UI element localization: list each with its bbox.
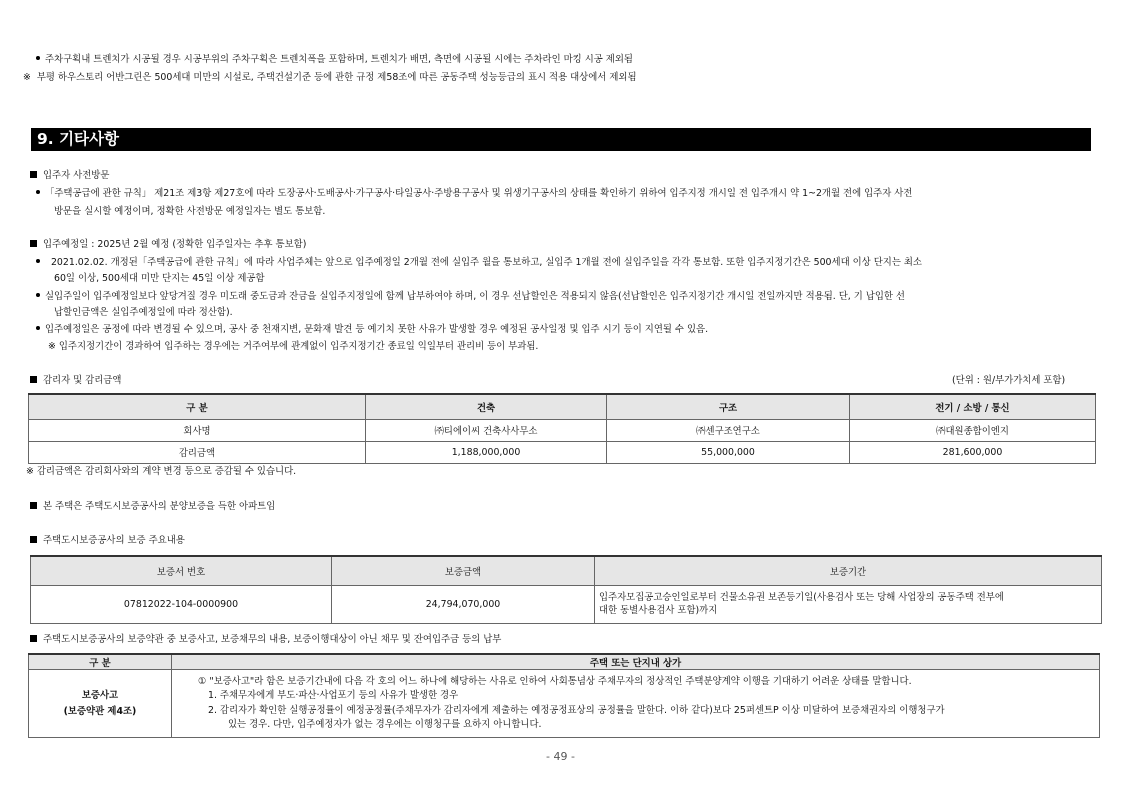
table-cell: 감리금액 bbox=[29, 441, 366, 463]
header-cell: 건축 bbox=[366, 394, 607, 419]
row-label-1: 보증사고 bbox=[81, 689, 119, 701]
table-cell: 24,794,070,000 bbox=[332, 585, 595, 623]
content-line-2: 1. 주채무자에게 부도·파산·사업포기 등의 사유가 발생한 경우 bbox=[208, 690, 459, 701]
guarantee-heading bbox=[30, 534, 185, 548]
table-cell: 회사명 bbox=[29, 419, 366, 441]
header-cell: 보증서 번호 bbox=[31, 556, 332, 585]
table-cell: ㈜센구조연구소 bbox=[607, 419, 850, 441]
table-cell: 281,600,000 bbox=[850, 441, 1096, 463]
move-in-heading-text: 입주예정일 : 2025년 2월 예정 (정확한 입주일자는 추후 통보함) bbox=[43, 239, 307, 250]
square-bullet-icon bbox=[30, 376, 37, 383]
square-bullet-icon bbox=[30, 171, 37, 178]
table-cell: 1,188,000,000 bbox=[366, 441, 607, 463]
content-line-4: 있는 경우. 다만, 입주예정자가 없는 경우에는 이행청구를 요하지 아니합니다. bbox=[228, 719, 542, 730]
square-bullet-icon bbox=[30, 240, 37, 247]
table-cell: 55,000,000 bbox=[607, 441, 850, 463]
header-cell: 전기 / 소방 / 통신 bbox=[850, 394, 1096, 419]
header-cell: 구조 bbox=[607, 394, 850, 419]
header-cell: 구 분 bbox=[29, 394, 366, 419]
table-cell: ㈜티에이씨 건축사사무소 bbox=[366, 419, 607, 441]
guarantee-table bbox=[30, 555, 1102, 624]
move-in-bullet-2 bbox=[36, 290, 905, 304]
guarantee-statement-text: 본 주택은 주택도시보증공사의 분양보증을 득한 아파트임 bbox=[43, 501, 276, 512]
table-row bbox=[29, 441, 1096, 463]
bullet-icon bbox=[36, 190, 40, 194]
header-cell: 구 분 bbox=[29, 654, 172, 670]
pre-visit-heading bbox=[30, 169, 109, 183]
top-note-1 bbox=[36, 53, 633, 67]
pre-visit-text-2: 방문을 실시할 예정이며, 정확한 사전방문 예정일자는 별도 통보함. bbox=[54, 206, 326, 217]
move-in-b2-l1: 실입주일이 입주예정일보다 앞당겨질 경우 미도래 중도금과 잔금을 실입주지정일에 함께 납부하여야 하며, 이 경우 선납할인은 적용되지 않음(선납할인은 입주지정기간 개시일 전일까지만 적용됨. 단, 기 납입한 선 bbox=[45, 291, 905, 302]
section-title: 9. 기타사항 bbox=[31, 128, 1091, 151]
content-line-3: 2. 감리자가 확인한 실행공정률이 예정공정률(주채무자가 감리자에게 제출하는 예정공정표상의 공정률을 말한다. 이하 같다)보다 25퍼센트P 이상 미달하여 보증채권자의 이행청구가 bbox=[208, 704, 945, 716]
exclusions-heading-text: 주택도시보증공사의 보증약관 중 보증사고, 보증채무의 내용, 보증이행대상이 아닌 채무 및 잔여입주금 등의 납부 bbox=[43, 634, 502, 645]
table-header-row bbox=[29, 394, 1096, 419]
top-note-2-text: 부평 하우스토리 어반그린은 500세대 미만의 시설로, 주택건설기준 등에 관한 규정 제58조에 따른 공동주택 성능등급의 표시 적용 대상에서 제외됨 bbox=[36, 72, 637, 83]
supervisor-unit: (단위 : 원/부가가치세 포함) bbox=[952, 375, 1066, 386]
period-line-1: 입주자모집공고승인일로부터 건물소유권 보존등기일(사용검사 또는 당해 사업장의 공동주택 전부에 bbox=[599, 592, 1004, 603]
supervisor-table bbox=[28, 393, 1096, 464]
bullet-icon bbox=[36, 293, 40, 297]
table-cell: 07812022-104-0000900 bbox=[31, 585, 332, 623]
square-bullet-icon bbox=[30, 502, 37, 509]
content-cell bbox=[172, 670, 1100, 738]
header-cell: 보증기간 bbox=[595, 556, 1102, 585]
bullet-icon bbox=[36, 326, 40, 330]
supervisor-heading-text: 감리자 및 감리금액 bbox=[43, 375, 122, 386]
table-row bbox=[29, 670, 1100, 738]
supervisor-heading bbox=[30, 374, 121, 388]
table-row bbox=[29, 419, 1096, 441]
table-header-row bbox=[29, 654, 1100, 670]
table-cell-period bbox=[595, 585, 1102, 623]
move-in-heading bbox=[30, 238, 306, 252]
square-bullet-icon bbox=[30, 635, 37, 642]
square-bullet-icon bbox=[30, 536, 37, 543]
move-in-b3: 입주예정일은 공정에 따라 변경될 수 있으며, 공사 중 천재지변, 문화재 발견 등 예기치 못한 사유가 발생할 경우 예정된 공사일정 및 입주 시기 등이 지연될 수 있음. bbox=[45, 324, 709, 335]
guarantee-statement bbox=[30, 500, 275, 514]
page-number: - 49 - bbox=[546, 750, 575, 763]
move-in-bullet-3 bbox=[36, 323, 708, 337]
move-in-b1-l2: 60일 이상, 500세대 미만 단지는 45일 이상 제공함 bbox=[54, 273, 265, 284]
move-in-b1-l1: 2021.02.02. 개정된「주택공급에 관한 규칙」에 따라 사업주체는 앞으로 입주예정일 2개월 전에 실입주 월을 통보하고, 실입주 1개월 전에 실입주일을 각각 통보함. 또한 입주지정기간은 500세대 이상 단지는 최소 bbox=[50, 257, 922, 268]
header-cell: 보증금액 bbox=[332, 556, 595, 585]
guarantee-heading-text: 주택도시보증공사의 보증 주요내용 bbox=[43, 535, 185, 546]
table-cell: ㈜대원종합이엔지 bbox=[850, 419, 1096, 441]
exclusions-heading bbox=[30, 633, 501, 647]
pre-visit-text-1-content: 「주택공급에 관한 규칙」 제21조 제3항 제27호에 따라 도장공사·도배공사·가구공사·타일공사·주방용구공사 및 위생기구공사의 상태를 확인하기 위하여 입주지정 개시일 전 입주개시 약 1~2개월 전에 입주자 사전 bbox=[45, 188, 913, 199]
content-line-1: ① "보증사고"라 함은 보증기간내에 다음 각 호의 어느 하나에 해당하는 사유로 인하여 사회통념상 주채무자의 정상적인 주택분양계약 이행을 기대하기 어려운 상태를 말합니다. bbox=[198, 675, 912, 687]
period-line-2: 대한 동별사용검사 포함)까지 bbox=[599, 605, 718, 616]
bullet-icon bbox=[36, 259, 40, 263]
top-note-2 bbox=[23, 71, 637, 85]
bullet-icon bbox=[36, 56, 40, 60]
supervisor-note: ※ 감리금액은 감리회사와의 계약 변경 등으로 증감될 수 있습니다. bbox=[26, 466, 297, 477]
move-in-bullet-1 bbox=[36, 256, 922, 270]
header-cell: 주택 또는 단지내 상가 bbox=[172, 654, 1100, 670]
pre-visit-text-1 bbox=[36, 187, 912, 201]
row-label-cell bbox=[29, 670, 172, 738]
note-mark: ※ bbox=[23, 72, 31, 83]
top-note-1-text: 주차구획내 트렌치가 시공될 경우 시공부위의 주차구획은 트렌치폭을 포함하며, 트렌치가 배면, 측면에 시공될 시에는 주차라인 마킹 시공 제외됨 bbox=[45, 54, 633, 65]
move-in-note: ※ 입주지정기간이 경과하여 입주하는 경우에는 거주여부에 관계없이 입주지정기간 종료일 익일부터 관리비 등이 부과됨. bbox=[48, 341, 539, 352]
exclusions-table bbox=[28, 653, 1100, 738]
pre-visit-heading-text: 입주자 사전방문 bbox=[43, 170, 110, 181]
table-header-row bbox=[31, 556, 1102, 585]
move-in-b2-l2: 납할인금액은 실입주예정일에 따라 정산함). bbox=[54, 307, 233, 318]
row-label-2: (보증약관 제4조) bbox=[63, 705, 137, 717]
table-row bbox=[31, 585, 1102, 623]
